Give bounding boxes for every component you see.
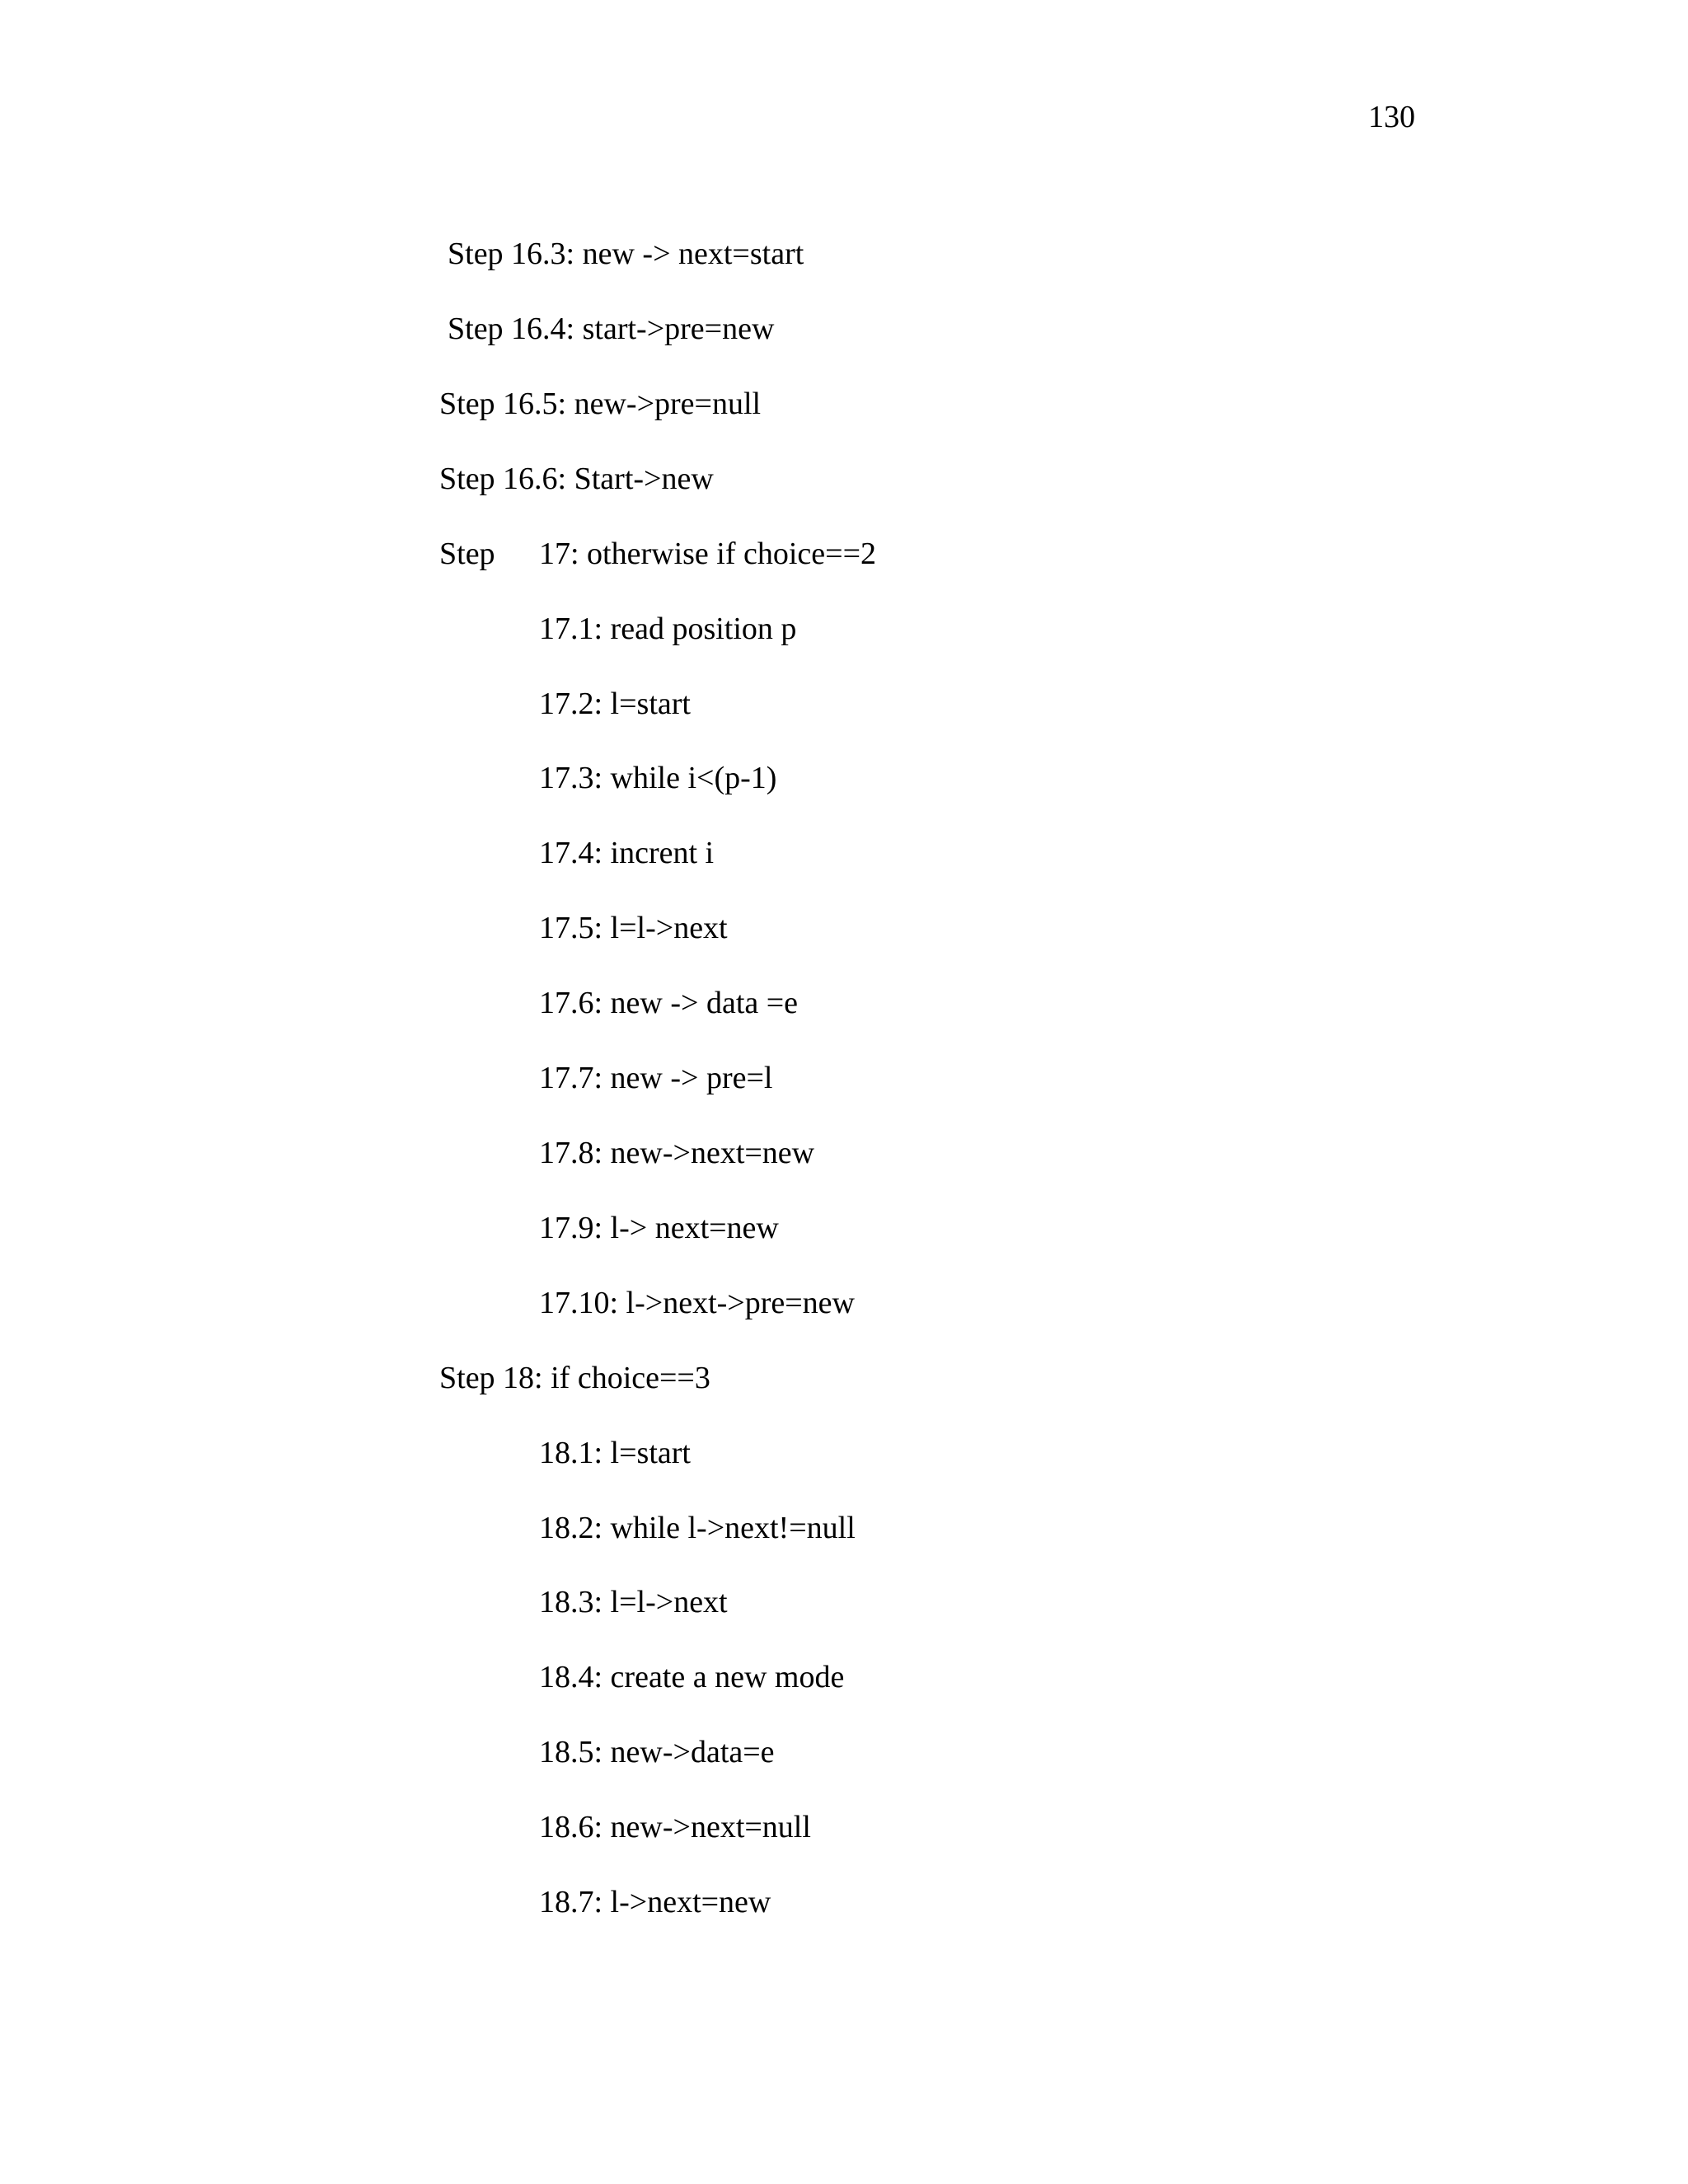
step-16-5-line: Step 16.5: new->pre=null [439,387,762,421]
step-17-1-line: 17.1: read position p [539,612,797,646]
step-18-7-line: 18.7: l->next=new [539,1885,771,1919]
step-17-6-line: 17.6: new -> data =e [539,986,799,1020]
step-17-3-line: 17.3: while i<(p-1) [539,761,777,795]
step-17-8-line: 17.8: new->next=new [539,1136,815,1170]
page-number: 130 [1368,100,1415,134]
step-16-4-line: Step 16.4: start->pre=new [448,312,775,346]
step-16-3-line: Step 16.3: new -> next=start [448,237,804,271]
step-18-3-line: 18.3: l=l->next [539,1585,728,1619]
step-17-7-line: 17.7: new -> pre=l [539,1061,773,1095]
step-18-4-line: 18.4: create a new mode [539,1660,845,1694]
step-18-5-line: 18.5: new->data=e [539,1735,775,1769]
step-17-text: 17: otherwise if choice==2 [539,537,877,571]
step-17-line [439,534,876,574]
step-17-4-line: 17.4: incrent i [539,836,715,870]
step-16-6-line: Step 16.6: Start->new [439,462,714,496]
step-18-2-line: 18.2: while l->next!=null [539,1511,856,1545]
step-17-2-line: 17.2: l=start [539,687,691,721]
step-18-line: Step 18: if choice==3 [439,1361,710,1395]
step-17-label: Step [439,537,495,571]
step-18-6-line: 18.6: new->next=null [539,1810,811,1844]
step-17-9-line: 17.9: l-> next=new [539,1211,779,1245]
step-18-1-line: 18.1: l=start [539,1436,691,1470]
step-17-10-line: 17.10: l->next->pre=new [539,1286,855,1320]
step-17-5-line: 17.5: l=l->next [539,911,728,945]
